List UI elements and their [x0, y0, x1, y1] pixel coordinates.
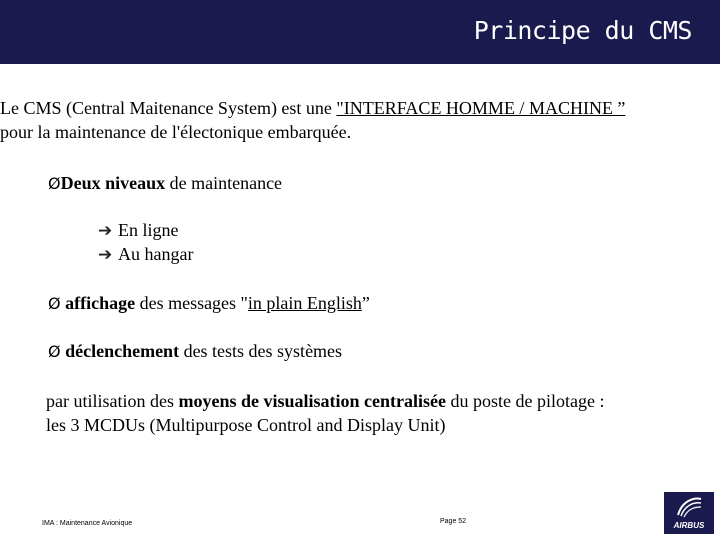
bullet-deux-niveaux [48, 173, 282, 194]
bullet-end: ” [361, 293, 370, 313]
para-bold: moyens de visualisation centralisée [178, 391, 446, 411]
bullet-declenchement [48, 341, 342, 362]
arrow-bullet-icon: Ø [48, 342, 61, 361]
sub-item-en-ligne [98, 220, 179, 241]
para-line-1 [46, 389, 604, 413]
arrow-bullet-icon: Ø [48, 174, 61, 193]
bullet-bold: affichage [65, 293, 136, 313]
intro-text: Le CMS (Central Maitenance System) est une [0, 98, 337, 118]
sub-item-label: Au hangar [118, 244, 194, 264]
intro-paragraph [0, 96, 625, 144]
airbus-swirl-icon [674, 495, 704, 519]
bullet-text: de maintenance [165, 173, 283, 193]
intro-line-2: pour la maintenance de l'électonique embarquée. [0, 122, 352, 142]
airbus-logo [664, 492, 714, 534]
bullet-bold: déclenchement [65, 341, 180, 361]
para-line-2: les 3 MCDUs (Multipurpose Control and Display Unit) [46, 415, 446, 435]
arrow-bullet-icon: Ø [48, 294, 61, 313]
footer-page-number: Page 52 [440, 518, 467, 525]
bullet-text: des tests des systèmes [179, 341, 343, 361]
intro-line-1 [0, 96, 625, 120]
bullet-underlined: in plain English [247, 293, 362, 313]
bullet-affichage [48, 293, 370, 314]
sub-item-label: En ligne [118, 220, 179, 240]
title-bar [0, 0, 720, 64]
para-text: par utilisation des [46, 391, 179, 411]
bullet-text: des messages " [135, 293, 248, 313]
para-text-end: du poste de pilotage : [445, 391, 605, 411]
sub-item-au-hangar [98, 244, 193, 265]
page-title: Principe du CMS [473, 16, 692, 45]
bullet-bold: Deux niveaux [60, 173, 166, 193]
footer-course-label: IMA : Maintenance Avionique [42, 520, 133, 527]
right-arrow-icon: ➔ [98, 221, 113, 241]
intro-emphasis: "INTERFACE HOMME / MACHINE ” [336, 98, 626, 118]
right-arrow-icon: ➔ [98, 245, 113, 265]
visualisation-paragraph [46, 389, 604, 437]
airbus-logo-text: AIRBUS [673, 521, 705, 530]
